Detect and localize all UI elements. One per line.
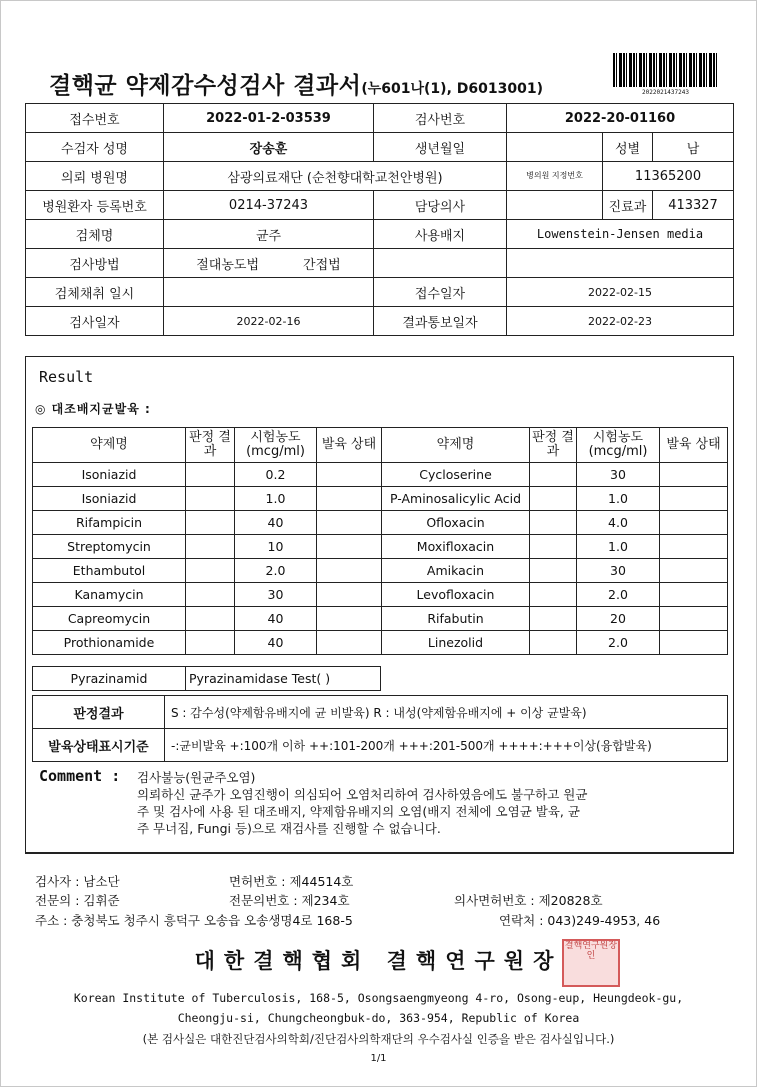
table-row: Isoniazid 0.2 Cycloserine 30 [33,463,728,487]
specialist: 전문의 : 김휘준 [35,893,120,908]
doctor-label: 담당의사 [374,191,507,220]
designated-no-label: 병의원 지정번호 [507,162,603,191]
dept-value: 413327 [653,191,734,220]
collect-label: 검체채취 일시 [26,278,164,307]
barcode-number: 2022021437243 [642,89,689,96]
report-title: 결핵균 약제감수성검사 결과서(누601나(1), D6013001) [49,73,543,99]
organization-name: 대한결핵협회 결핵연구원장 [194,949,563,973]
english-address-1: Korean Institute of Tuberculosis, 168-5, Osongsaengmyeong 4-ro, Osong-eup, Heungdeok-gu, [73,991,684,1005]
hospital-label: 의뢰 병원명 [26,162,164,191]
col-drug: 약제명 [33,428,186,463]
reception-no: 2022-01-2-03539 [164,104,374,133]
col-conc-2: 시험농도 (mcg/ml) [577,428,660,463]
test-no: 2022-20-01160 [507,104,734,133]
pyrazinamid-table [32,666,381,691]
collect-value [164,278,374,307]
designated-no: 11365200 [603,162,734,191]
official-seal: 결핵연구원장인 [562,939,620,987]
table-row: Kanamycin 30 Levofloxacin 2.0 [33,583,728,607]
growth-criteria: -:균비발육 +:100개 이하 ++:101-200개 +++:201-500개 ++++:+++이상(융합발육) [165,729,728,762]
certification-note: (본 검사실은 대한진단검사의학회/진단검사의학재단의 우수검사실 인증을 받은 검사실입니다.) [142,1032,615,1046]
drug-table [32,427,728,655]
judge-label: 판정결과 [33,696,165,729]
col-drug-2: 약제명 [382,428,530,463]
test-date-label: 검사일자 [26,307,164,336]
reg-no-label: 병원환자 등록번호 [26,191,164,220]
method-value [164,249,374,278]
pyrazinamidase-test: Pyrazinamidase Test( ) [186,667,381,691]
birth-label: 생년월일 [374,133,507,162]
test-date: 2022-02-16 [164,307,374,336]
legend-table [32,695,728,762]
test-no-label: 검사번호 [374,104,507,133]
medium-value: Lowenstein-Jensen media [507,220,734,249]
report-date: 2022-02-23 [507,307,734,336]
address: 주소 : 충청북도 청주시 흥덕구 오송읍 오송생명4로 168-5 [35,913,353,928]
method-indirect: 간접법 [303,257,341,273]
method-label: 검사방법 [26,249,164,278]
receipt-date: 2022-02-15 [507,278,734,307]
col-judge: 판정 결과 [186,428,235,463]
dept-label: 진료과 [603,191,653,220]
result-heading: Result [39,368,94,386]
pyrazinamid-label: Pyrazinamid [33,667,186,691]
table-row: Capreomycin 40 Rifabutin 20 [33,607,728,631]
table-row: Prothionamide 40 Linezolid 2.0 [33,631,728,655]
control-growth: ◎ 대조배지균발육 : [35,402,151,416]
table-row: Rifampicin 40 Ofloxacin 4.0 [33,511,728,535]
table-row: Isoniazid 1.0 P-Aminosalicylic Acid 1.0 [33,487,728,511]
page-number: 1/1 [370,1053,387,1064]
hospital-name: 삼광의료재단 (순천향대학교천안병원) [164,162,507,191]
english-address-2: Cheongju-si, Chungcheongbuk-do, 363-954, Republic of Korea [177,1011,580,1025]
table-row: Ethambutol 2.0 Amikacin 30 [33,559,728,583]
table-row: Streptomycin 10 Moxifloxacin 1.0 [33,535,728,559]
comment-line-2: 의뢰하신 균주가 오염진행이 의심되어 오염처리하여 검사하였음에도 불구하고 원균 [137,787,588,802]
tester-license: 면허번호 : 제44514호 [229,874,354,889]
reception-no-label: 접수번호 [26,104,164,133]
col-judge-2: 판정 결과 [530,428,577,463]
growth-criteria-label: 발육상태표시기준 [33,729,165,762]
barcode [613,53,718,87]
specialist-no: 전문의번호 : 제234호 [229,893,350,908]
receipt-date-label: 접수일자 [374,278,507,307]
col-growth-2: 발육 상태 [660,428,728,463]
specimen-label: 검체명 [26,220,164,249]
birth-value [507,133,603,162]
sex-label: 성별 [603,133,653,162]
col-growth: 발육 상태 [317,428,382,463]
comment-line-4: 주 무너짐, Fungi 등)으로 재검사를 진행할 수 없습니다. [137,821,441,836]
judge-criteria: S : 감수성(약제함유배지에 균 비발육) R : 내성(약제함유배지에 + 이상 균발육) [165,696,728,729]
sex-value: 남 [653,133,734,162]
report-date-label: 결과통보일자 [374,307,507,336]
tester: 검사자 : 남소단 [35,874,120,889]
patient-name: 장송훈 [164,133,374,162]
doctor-license: 의사면허번호 : 제20828호 [454,893,603,908]
patient-name-label: 수검자 성명 [26,133,164,162]
col-conc: 시험농도 (mcg/ml) [235,428,317,463]
report-subtitle: (누601나(1), D6013001) [361,81,543,97]
comment-line-1: 검사불능(원균주오염) [137,770,256,785]
specimen-value: 균주 [164,220,374,249]
drug-table-header [33,428,728,463]
reg-no: 0214-37243 [164,191,374,220]
comment-label: Comment : [39,767,121,785]
doctor-value [507,191,603,220]
medium-label: 사용배지 [374,220,507,249]
comment-line-3: 주 및 검사에 사용 된 대조배지, 약제함유배지의 오염(배지 전체에 오염균 발육, 균 [137,804,580,819]
method-absolute: 절대농도법 [196,257,260,273]
contact: 연락처 : 043)249-4953, 46 [499,913,661,928]
patient-info-table [25,103,734,336]
